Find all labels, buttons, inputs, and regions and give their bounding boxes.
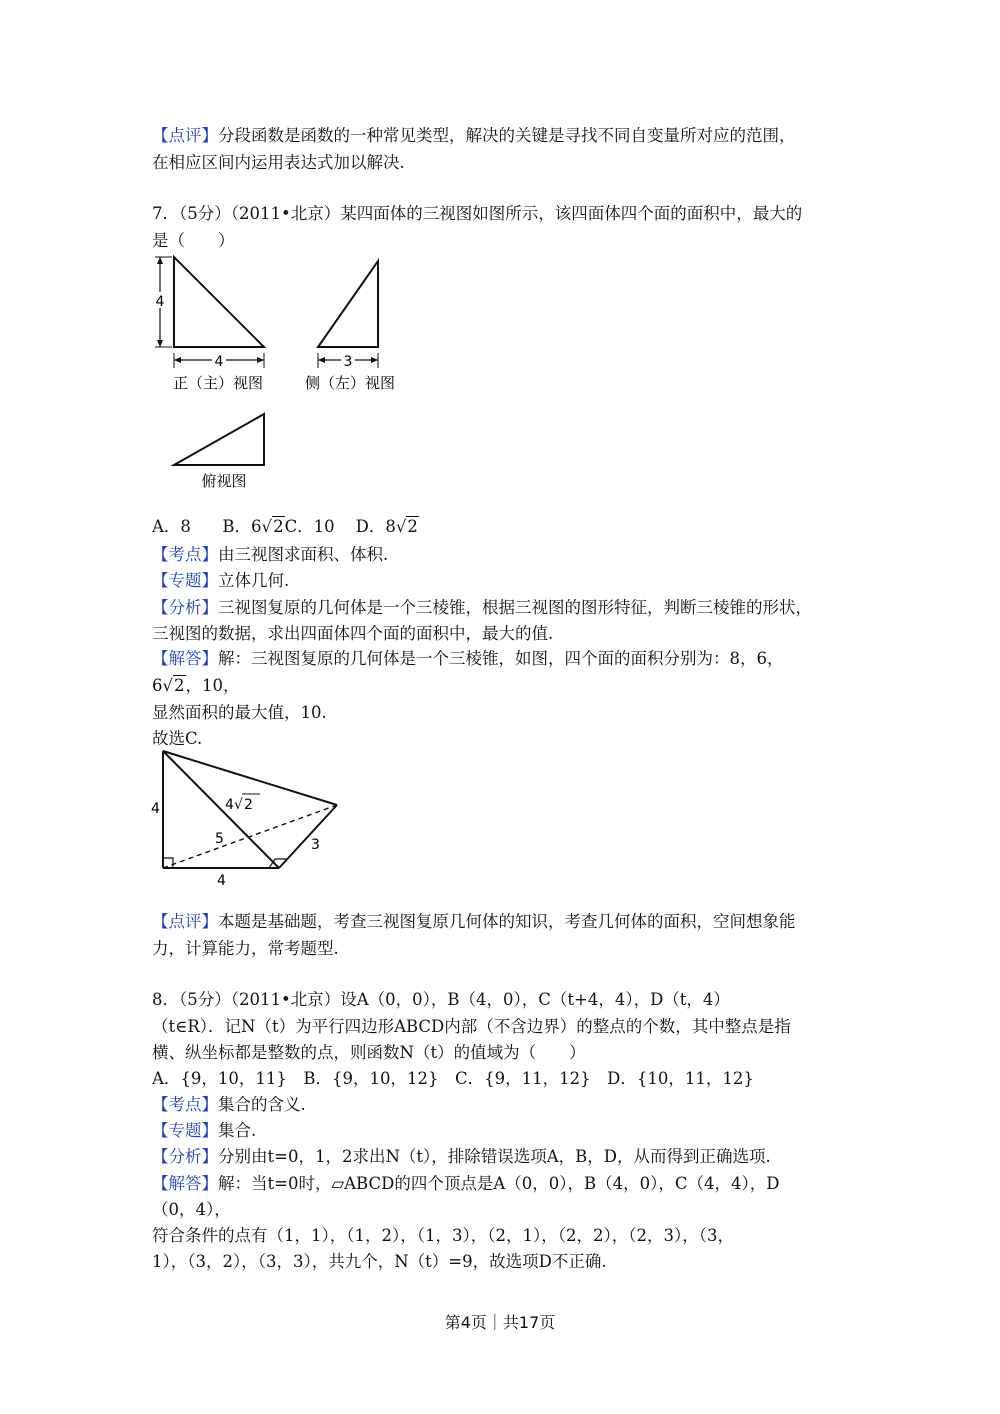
q8-stem-2: （t∈R）．记N（t）为平行四边形ABCD内部（不含边界）的整点的个数，其中整点是指 xyxy=(152,1017,791,1036)
right-edge-label: 3 xyxy=(311,837,320,853)
front-view-caption: 正（主）视图 xyxy=(172,374,264,392)
side-view-triangle xyxy=(318,261,378,347)
q7-option-d: D．8√2 xyxy=(355,517,418,536)
q8-options: A．{9，10，11} B．{9，10，12} C．{9，11，12} D．{10，11，12} xyxy=(152,1069,754,1088)
q7-jieda-4: 故选C. xyxy=(152,729,203,748)
front-view-triangle xyxy=(174,257,264,347)
q8-jieda-2: （0，4）， xyxy=(152,1200,231,1219)
svg-text:√: √ xyxy=(234,797,243,813)
q7-stem-2: 是（ ） xyxy=(152,231,235,250)
top-view-triangle xyxy=(174,414,264,465)
front-height-label: 4 xyxy=(155,294,165,310)
q7-jieda-3: 显然面积的最大值，10. xyxy=(152,703,327,722)
diag-label: 5 xyxy=(215,831,224,847)
q7-fenxi-1: 【分析】三视图复原的几何体是一个三棱锥，根据三视图的图形特征，判断三棱锥的形状， xyxy=(152,598,812,617)
q8-jieda-3: 符合条件的点有（1，1），（1，2），（1，3），（2，1），（2，2），（2，3），（3， xyxy=(152,1226,734,1245)
page-footer: 第4页｜共17页 xyxy=(444,1313,556,1332)
top-view-caption: 俯视图 xyxy=(201,472,247,490)
q7-option-b: B．6√2 xyxy=(222,517,284,536)
slant-rad-label: 2 xyxy=(244,797,253,813)
q7-option-c: C．10 xyxy=(284,517,335,536)
q8-stem-3: 横、纵坐标都是整数的点，则函数N（t）的值域为（ ） xyxy=(152,1043,586,1062)
review-tag: 【点评】 xyxy=(152,126,218,145)
q7-zhuanti: 【专题】立体几何. xyxy=(152,571,290,590)
side-view-caption: 侧（左）视图 xyxy=(304,374,396,392)
q8-jieda-4: 1），（3，2），（3，3），共九个，N（t）=9，故选项D不正确. xyxy=(152,1252,607,1271)
review-line-2: 在相应区间内运用表达式加以解决. xyxy=(152,153,405,172)
side-width-label: 3 xyxy=(343,354,353,370)
tetrahedron-figure xyxy=(145,745,355,890)
q7-dianping-2: 力，计算能力，常考题型. xyxy=(152,939,339,958)
q8-kaodian: 【考点】集合的含义. xyxy=(152,1095,306,1114)
q7-fenxi-2: 三视图的数据，求出四面体四个面的面积中，最大的值. xyxy=(152,624,554,643)
q8-stem-1: 8．（5分）（2011•北京）设A（0，0），B（4，0），C（t+4，4），D（t，4） xyxy=(152,990,730,1009)
q7-kaodian: 【考点】由三视图求面积、体积. xyxy=(152,545,389,564)
q7-options xyxy=(152,517,419,537)
review-line-1: 【点评】分段函数是函数的一种常见类型，解决的关键是寻找不同自变量所对应的范围， xyxy=(152,126,796,145)
left-edge-label: 4 xyxy=(151,801,160,817)
bottom-edge-label: 4 xyxy=(217,873,226,889)
q7-option-a: A．8 xyxy=(152,517,191,536)
slant-coef-label: 4 xyxy=(225,797,234,813)
q8-jieda-1: 【解答】解：当t=0时，▱ABCD的四个顶点是A（0，0），B（4，0），C（4，4），D xyxy=(152,1174,780,1193)
q7-stem-1: 7．（5分）（2011•北京）某四面体的三视图如图所示，该四面体四个面的面积中，最大的 xyxy=(152,204,803,223)
q7-jieda-2: 6√2，10， xyxy=(152,676,240,695)
q8-fenxi: 【分析】分别由t=0，1，2求出N（t），排除错误选项A，B，D，从而得到正确选项. xyxy=(152,1147,771,1166)
q7-dianping-1: 【点评】本题是基础题，考查三视图复原几何体的知识，考查几何体的面积，空间想象能 xyxy=(152,912,796,931)
front-width-label: 4 xyxy=(214,354,224,370)
three-view-figure xyxy=(150,250,410,495)
q7-jieda-1: 【解答】解：三视图复原的几何体是一个三棱锥，如图，四个面的面积分别为：8，6， xyxy=(152,649,784,668)
q8-zhuanti: 【专题】集合. xyxy=(152,1121,257,1140)
